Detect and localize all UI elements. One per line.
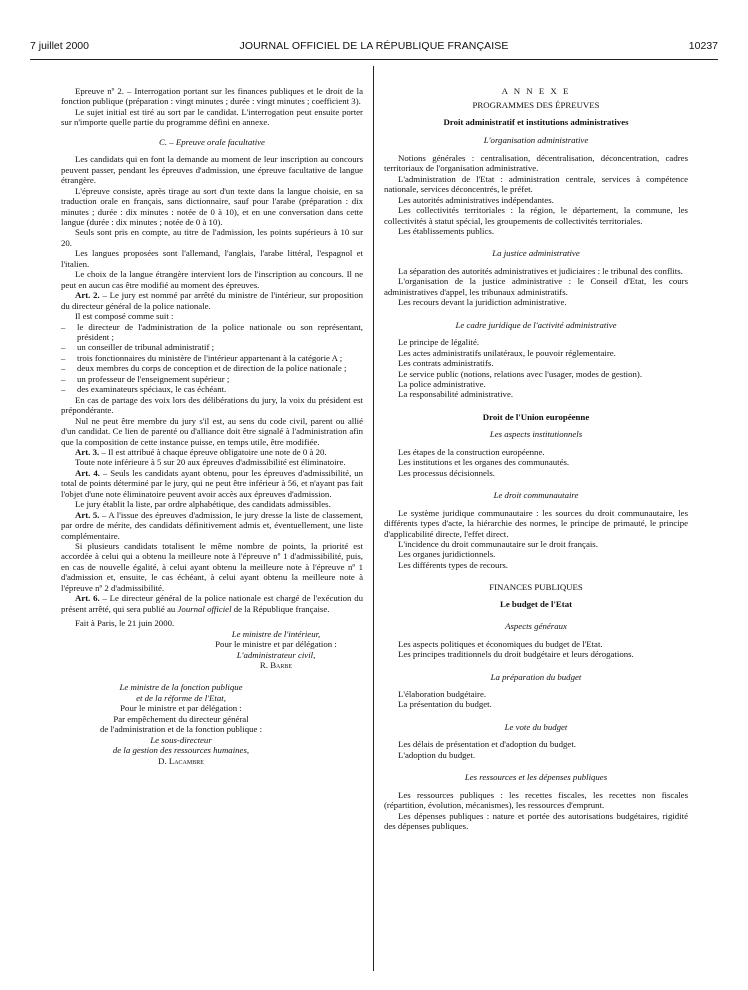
list-item: L'incidence du droit communautaire sur le droit français. — [398, 538, 598, 549]
list-item: La présentation du budget. — [398, 699, 492, 710]
list-item: Les institutions et les organes des communautés. — [398, 457, 570, 468]
signatory-title-2: et de la réforme de l'Etat, — [136, 692, 226, 703]
subsection-title: Le vote du budget — [504, 721, 568, 732]
subsection-title: La justice administrative — [492, 248, 580, 259]
left-column — [61, 86, 363, 766]
article-label: Art. 6. — [75, 593, 100, 604]
list-item: Les principes traditionnels du droit budgétaire et leurs dérogations. — [398, 649, 634, 660]
article-6 — [61, 593, 363, 614]
signatory-title: Le ministre de l'intérieur, — [231, 628, 321, 639]
header-title: JOURNAL OFFICIEL DE LA RÉPUBLIQUE FRANÇAISE — [239, 40, 509, 52]
signatory-direction: de l'administration et de la fonction publique : — [99, 724, 263, 735]
paragraph: Epreuve nº 2. – Interrogation portant sur les finances publiques et le droit de la fonction publique (préparation : vingt minutes ; durée : vingt minutes ; coefficient 3). — [61, 86, 363, 107]
article-text: – Le jury est nommé par arrêté du ministre de l'intérieur, sur proposition du directeur général de la police nationale. — [61, 290, 364, 311]
list-item: Les organes juridictionnels. — [398, 549, 496, 560]
right-column — [384, 86, 688, 832]
list-item: L'administration de l'Etat : administration centrale, services à compétence nationale, services déconcentrés, le préfet. — [384, 173, 688, 195]
page-number: 10237 — [688, 40, 718, 52]
paragraph: Le choix de la langue étrangère intervient lors de l'inscription au concours. Il ne peut en aucun cas être modifié au moment des épreuves. — [61, 269, 363, 290]
subsection-title: L'organisation administrative — [483, 135, 589, 146]
paragraph: Seuls sont pris en compte, au titre de l'admission, les points supérieurs à 10 sur 20. — [61, 227, 363, 248]
signatory-name: R. Barbe — [259, 660, 293, 671]
list-item: – deux membres du corps de conception et de direction de la police nationale ; — [67, 363, 363, 373]
list-item: La police administrative. — [398, 378, 486, 389]
list-item: Les collectivités territoriales : la région, le département, la commune, les collectivités à statut spécial, les groupements de collectivités territoriales. — [384, 205, 688, 226]
list-item: La responsabilité administrative. — [398, 389, 514, 400]
list-item: Le service public (notions, relations avec l'usager, modes de gestion). — [398, 368, 643, 379]
signature-date: Fait à Paris, le 21 juin 2000. — [75, 618, 175, 629]
list-item: Les établissements publics. — [398, 225, 495, 236]
subsection-title: Le cadre juridique de l'activité administrative — [455, 319, 617, 330]
programme-title: PROGRAMMES DES ÉPREUVES — [472, 100, 600, 111]
list-item: Le principe de légalité. — [398, 337, 480, 348]
list-item: Les délais de présentation et d'adoption du budget. — [398, 739, 576, 750]
article-text: – A l'issue des épreuves d'admission, le jury dresse la liste de classement, par ordre de mérite, des candidats définitivement admis et, éventuellement, une liste complémentaire. — [61, 509, 363, 541]
signatory-name: D. Lacambre — [158, 755, 204, 766]
page-header — [30, 40, 718, 56]
list-item: Le système juridique communautaire : les sources du droit communautaire, les différents types d'acte, la hiérarchie des normes, le principe de primauté, le principe d'applicabilité directe, l'effet direct. — [384, 507, 688, 539]
list-item: Les processus décisionnels. — [398, 467, 495, 478]
list-item: Les différents types de recours. — [398, 559, 509, 570]
section-title: FINANCES PUBLIQUES — [489, 582, 583, 593]
paragraph: Si plusieurs candidats totalisent le même nombre de points, la priorité est accordée à celui qui a obtenu la meilleure note à l'épreuve nº 1 d'admissibilité, puis, en cas de nouvelle égalité, à celui ayant obtenu la meilleure note à l'épreuve nº 1 d'admission et, ensuite, le cas échéant, à celui ayant obtenu la meilleure note à l'épreuve nº 2 d'admissibilité. — [61, 541, 363, 593]
signature-block-interior — [61, 629, 363, 671]
signatory-role: L'administrateur civil, — [236, 649, 316, 660]
list-item: – un professeur de l'enseignement supérieur ; — [67, 374, 363, 384]
header-date: 7 juillet 2000 — [30, 40, 89, 52]
article-text-end: de la République française. — [231, 603, 330, 614]
list-item: Les ressources publiques : les recettes fiscales, les recettes non fiscales (répartition, évolution, mécanismes), les ressources d'emprunt. — [384, 789, 688, 811]
paragraph: Nul ne peut être membre du jury s'il est, au sens du code civil, parent ou allié d'un candidat. Ce lien de parenté ou d'alliance doit être signalé à l'administration afin que la composition de cette instance puisse, en temps utile, être modifiée. — [61, 415, 363, 447]
article-5 — [61, 510, 363, 541]
jury-list — [77, 322, 363, 395]
list-item: – trois fonctionnaires du ministère de l'intérieur appartenant à la catégorie A ; — [67, 353, 363, 363]
article-text: – Seuls les candidats ayant obtenu, pour les épreuves d'admissibilité, un total de points déterminé par le jury, qui ne peut être inférieur à 56, et n'ayant pas fait l'objet d'une note éliminatoire peuvent avoir accès aux épreuves d'admission. — [61, 467, 364, 499]
paragraph: Toute note inférieure à 5 sur 20 aux épreuves d'admissibilité est éliminatoire. — [75, 457, 346, 468]
signatory-title: Le ministre de la fonction publique — [119, 682, 243, 693]
list-item: Les dépenses publiques : nature et portée des autorisations budgétaires, rigidité des dépenses publiques. — [384, 810, 688, 832]
section-subtitle: Le budget de l'Etat — [499, 598, 573, 609]
article-text: – Il est attribué à chaque épreuve obligatoire une note de 0 à 20. — [99, 446, 327, 457]
subsection-title: Les aspects institutionnels — [489, 429, 583, 440]
header-rule — [30, 59, 718, 60]
column-divider — [373, 66, 374, 971]
article-label: Art. 4. — [75, 467, 100, 478]
article-label: Art. 5. — [75, 509, 100, 520]
list-item: – un conseiller de tribunal administratif ; — [67, 342, 363, 352]
paragraph: L'épreuve consiste, après tirage au sort d'un texte dans la langue choisie, en sa traduction orale en français, sans dictionnaire, sauf pour l'arabe (préparation : dix minutes ; durée : dix minutes : notée de 0 à 10), et en une conversation dans cette langue (durée : dix minutes ; notée de 0 à 10). — [61, 185, 363, 227]
list-item: Les aspects politiques et économiques du budget de l'Etat. — [398, 638, 603, 649]
section-heading: C. – Epreuve orale facultative — [159, 136, 265, 147]
signatory-empechement: Par empêchement du directeur général — [113, 713, 249, 724]
subsection-title: La préparation du budget — [490, 671, 582, 682]
signatory-delegation: Pour le ministre et par délégation : — [120, 703, 242, 714]
paragraph: Le sujet initial est tiré au sort par le candidat. L'interrogation peut ensuite porter sur n'importe quelle partie du programme défini en annexe. — [61, 106, 363, 128]
article-label: Art. 2. — [75, 290, 100, 301]
list-item: – le directeur de l'administration de la police nationale ou son représentant, président ; — [67, 322, 363, 343]
annexe-title: A N N E X E — [501, 86, 571, 96]
list-item: Notions générales : centralisation, décentralisation, déconcentration, cadres territoriaux de l'organisation administrative. — [384, 152, 688, 174]
paragraph: Les candidats qui en font la demande au moment de leur inscription au concours peuvent passer, pendant les épreuves d'admission, une épreuve facultative de langue étrangère. — [61, 154, 363, 186]
paragraph: Les langues proposées sont l'allemand, l'anglais, l'arabe littéral, l'espagnol et l'italien. — [61, 248, 363, 269]
journal-officiel-ref: Journal officiel — [177, 603, 232, 614]
signatory-delegation: Pour le ministre et par délégation : — [215, 639, 337, 650]
list-item: – des examinateurs spéciaux, le cas échéant. — [67, 384, 363, 394]
signature-block-fonction-publique — [61, 682, 301, 766]
subsection-title: Le droit communautaire — [493, 490, 579, 501]
paragraph: Le jury établit la liste, par ordre alphabétique, des candidats admissibles. — [75, 499, 331, 510]
article-4 — [61, 468, 363, 499]
list-item: Les actes administratifs unilatéraux, le pouvoir réglementaire. — [398, 347, 616, 358]
article-label: Art. 3. — [75, 446, 100, 457]
section-title: Droit de l'Union européenne — [482, 411, 590, 422]
section-title: Droit administratif et institutions administratives — [443, 116, 629, 127]
list-item: Les autorités administratives indépendantes. — [398, 194, 554, 205]
signatory-role-2: de la gestion des ressources humaines, — [112, 745, 250, 756]
list-item: L'adoption du budget. — [398, 749, 476, 760]
article-2 — [61, 290, 363, 311]
article-text: – Le directeur général de la police nationale est chargé de l'exécution du présent arrêté, qui sera publié au — [61, 593, 363, 614]
list-item: L'élaboration budgétaire. — [398, 689, 487, 700]
subsection-title: Les ressources et les dépenses publiques — [464, 772, 608, 783]
signatory-role: Le sous-directeur — [150, 734, 212, 745]
list-item: L'organisation de la justice administrative : le Conseil d'Etat, les cours administratives d'appel, les tribunaux administratifs. — [384, 276, 688, 297]
paragraph: En cas de partage des voix lors des délibérations du jury, la voix du président est prépondérante. — [61, 394, 363, 416]
list-item: Les recours devant la juridiction administrative. — [398, 297, 567, 308]
subsection-title: Aspects généraux — [505, 621, 567, 632]
list-item: Les étapes de la construction européenne. — [398, 446, 545, 457]
article-3 — [61, 447, 363, 457]
list-item: Les contrats administratifs. — [398, 358, 494, 369]
paragraph: Il est composé comme suit : — [75, 311, 174, 322]
list-item: La séparation des autorités administratives et judiciaires : le tribunal des conflits. — [398, 265, 683, 276]
